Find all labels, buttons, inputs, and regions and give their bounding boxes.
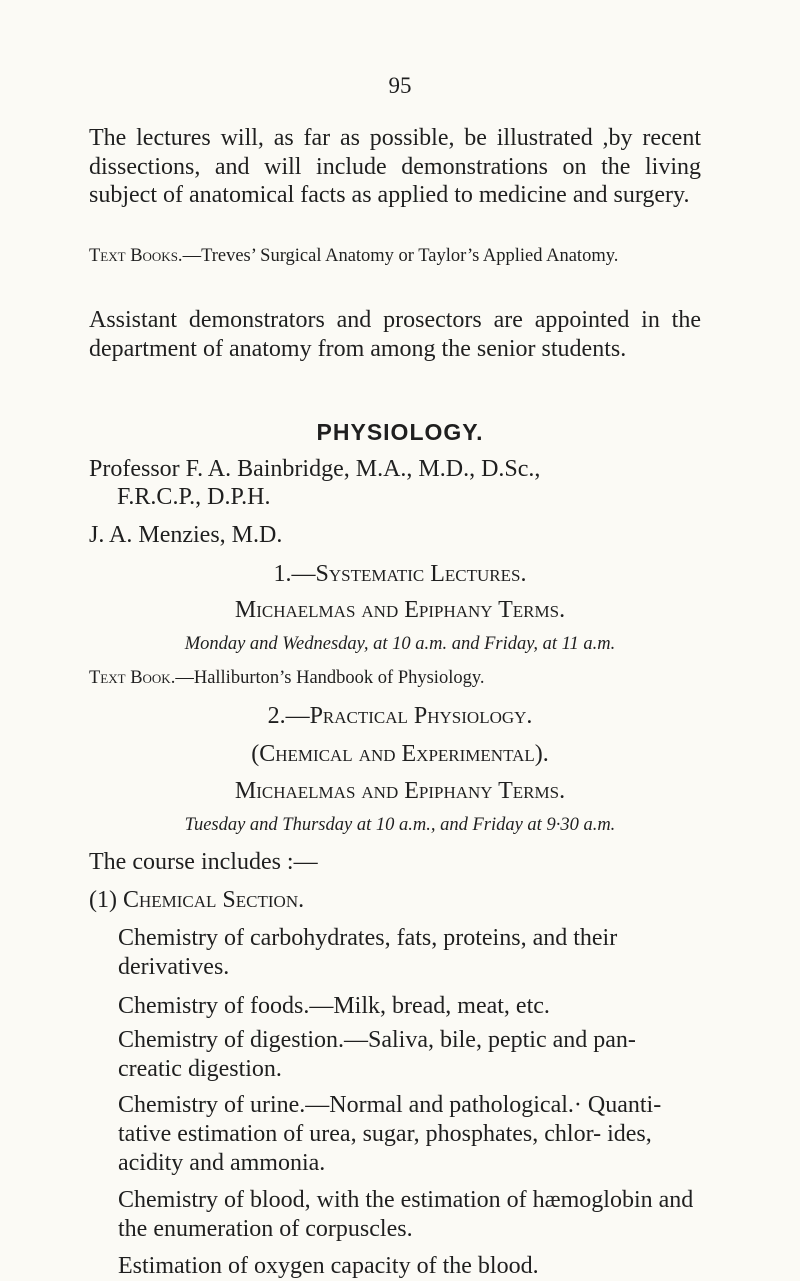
assistants-paragraph: Assistant demonstrators and prosectors are appointed in the department of anatomy from among the senior students. xyxy=(89,307,701,362)
list-item: Estimation of oxygen capacity of the blood. xyxy=(118,1253,539,1279)
list-item: Chemistry of digestion.—Saliva, bile, peptic and pan- creatic digestion. xyxy=(118,1027,636,1082)
text-book-label: Text Book. xyxy=(89,668,176,688)
systematic-terms: Michaelmas and Epiphany Terms. xyxy=(234,597,566,623)
anatomy-text-books xyxy=(89,244,701,269)
practical-physiology-title: 2.—Practical Physiology. xyxy=(267,703,533,729)
text-books-value: —Treves’ Surgical Anatomy or Taylor’s Applied Anatomy. xyxy=(182,246,619,266)
professor-line-2: F.R.C.P., D.P.H. xyxy=(117,484,271,510)
practical-subtitle: (Chemical and Experimental). xyxy=(251,741,549,767)
course-intro: The course includes :— xyxy=(89,849,318,875)
list-item: Chemistry of urine.—Normal and pathological.· Quanti- tative estimation of urea, sugar, phosphates, chlor- ides, acidity and ammonia. xyxy=(118,1092,662,1176)
systematic-text-book xyxy=(89,668,485,689)
practical-schedule: Tuesday and Thursday at 10 a.m., and Friday at 9·30 a.m. xyxy=(184,815,616,835)
systematic-schedule: Monday and Wednesday, at 10 a.m. and Friday, at 11 a.m. xyxy=(184,634,616,654)
list-item: Chemistry of blood, with the estimation of hæmoglobin and the enumeration of corpuscles. xyxy=(118,1187,694,1242)
section-heading-physiology: PHYSIOLOGY. xyxy=(316,419,484,445)
chemical-section-title: (1) Chemical Section. xyxy=(89,887,305,913)
professor-line-1: Professor F. A. Bainbridge, M.A., M.D., D.Sc., xyxy=(89,456,541,482)
practical-terms: Michaelmas and Epiphany Terms. xyxy=(234,778,566,804)
lectures-paragraph: The lectures will, as far as possible, be illustrated ,by recent dissections, and will include demonstrations on the living subject of anatomical facts as applied to medicine and surgery. xyxy=(89,125,701,209)
list-item: Chemistry of foods.—Milk, bread, meat, etc. xyxy=(118,993,550,1019)
menzies-line: J. A. Menzies, M.D. xyxy=(89,522,283,548)
text-book-value: —Halliburton’s Handbook of Physiology. xyxy=(175,668,485,688)
list-item: Chemistry of carbohydrates, fats, proteins, and their derivatives. xyxy=(118,925,618,980)
page-number: 95 xyxy=(388,73,412,98)
text-books-label: Text Books. xyxy=(89,246,183,266)
systematic-lectures-title: 1.—Systematic Lectures. xyxy=(273,561,527,587)
